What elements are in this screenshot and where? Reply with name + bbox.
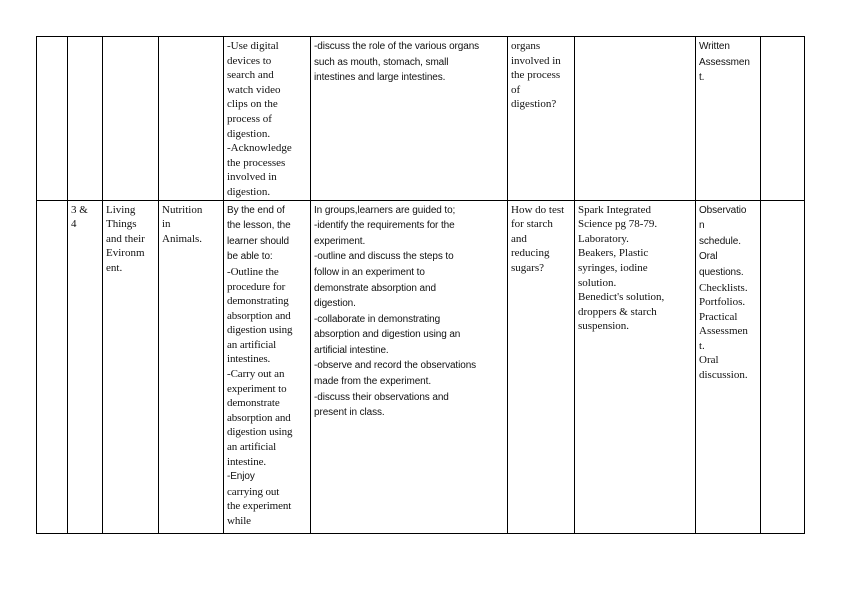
table-row <box>37 200 805 533</box>
inquiry-question-cell: organs involved in the process of digestion? <box>508 37 575 201</box>
week-cell <box>37 200 68 533</box>
learning-experiences-cell: -discuss the role of the various organs such as mouth, stomach, small intestines and large intestines. <box>311 37 508 201</box>
assessment-cell <box>696 200 761 533</box>
outcomes-enjoy: -Enjoy <box>227 471 255 483</box>
lesson-cell <box>68 37 103 201</box>
week-cell <box>37 37 68 201</box>
inquiry-question-cell: How do test for starch and reducing sugars? <box>508 200 575 533</box>
strand-cell <box>103 37 159 201</box>
sub-strand-cell <box>159 37 224 201</box>
learning-outcomes-cell: -Use digital devices to search and watch video clips on the process of digestion. -Acknowledge the processes involved in digestion. <box>224 37 311 201</box>
strand-cell: Living Things and their Evironm ent. <box>103 200 159 533</box>
outcomes-tail: carrying out the experiment while <box>227 485 292 527</box>
assessment-methods-a: Observatio n schedule. Oral questions. <box>699 204 747 278</box>
learning-outcomes-cell <box>224 200 311 533</box>
lesson-plan-table <box>36 36 805 534</box>
remarks-cell <box>761 37 805 201</box>
assessment-methods-b: Checklists. Portfolios. Practical Assessmen t. Oral discussion. <box>699 281 748 382</box>
sub-strand-cell: Nutrition in Animals. <box>159 200 224 533</box>
remarks-cell <box>761 200 805 533</box>
table-row <box>37 37 805 201</box>
learning-experiences-cell: In groups,learners are guided to; -identify the requirements for the experiment. -outline and discuss the steps to follow in an experiment to demonstrate absorption and digestion. -collaborate in demonstrating absorption and digestion using an artificial intestine. -observe and record the observations made from the experiment. -discuss their observations and present in class. <box>311 200 508 533</box>
lesson-cell: 3 & 4 <box>68 200 103 533</box>
resources-cell <box>575 37 696 201</box>
resources-cell: Spark Integrated Science pg 78-79. Laboratory. Beakers, Plastic syringes, iodine solution. Benedict's solution, droppers & starch suspension. <box>575 200 696 533</box>
outcomes-list: -Outline the procedure for demonstrating absorption and digestion using an artificial intestines. -Carry out an experiment to demonstrate absorption and digestion using an artificial intestine. <box>227 265 293 468</box>
assessment-cell: Written Assessmen t. <box>696 37 761 201</box>
outcomes-intro: By the end of the lesson, the learner should be able to: <box>227 204 291 263</box>
